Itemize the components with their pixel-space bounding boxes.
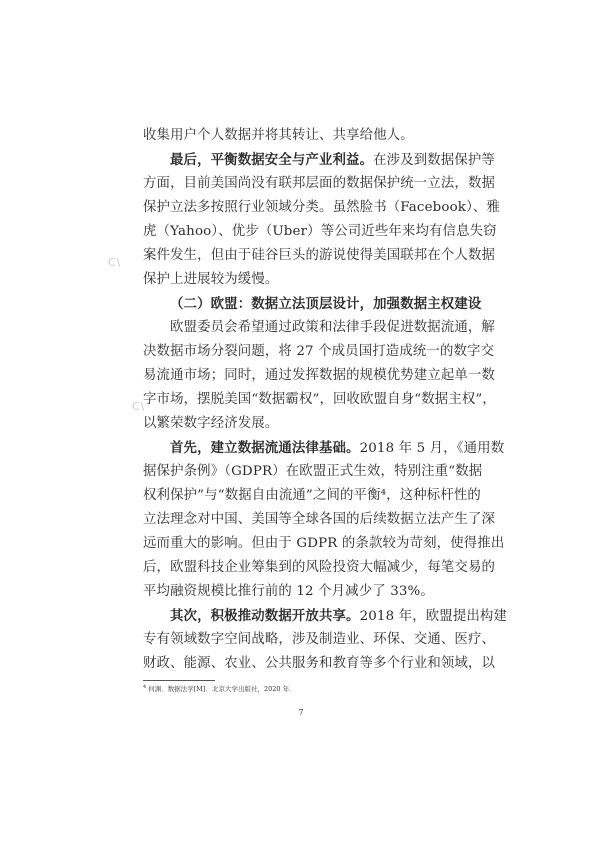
section-heading: （二）欧盟：数据立法顶层设计，加强数据主权建设 bbox=[170, 296, 482, 312]
paragraph-line: 远而重大的影响。但由于 GDPR 的条款较为苛刻，使得推出 bbox=[143, 536, 505, 551]
page-number: 7 bbox=[298, 708, 304, 717]
paragraph-line: 据保护条例》（GDPR）在欧盟正式生效，特别注重“数据 bbox=[143, 464, 483, 479]
paragraph-line: 易流通市场；同时，通过发挥数据的规模优势建立起单一数 bbox=[143, 368, 496, 383]
paragraph-line: 虎（Yahoo）、优步（Uber）等公司近些年来均有信息失窃 bbox=[143, 224, 497, 239]
paragraph-line: 方面，目前美国尚没有联邦层面的数据保护统一立法，数据 bbox=[143, 176, 496, 191]
paragraph-line: 以繁荣数字经济发展。 bbox=[143, 416, 279, 431]
paragraph-line: 权利保护”与“数据自由流通”之间的平衡⁴，这种标杆性的 bbox=[143, 488, 481, 503]
paragraph-text: 2018 年，欧盟提出构建 bbox=[359, 609, 507, 624]
paragraph-line bbox=[170, 440, 505, 457]
paragraph-line: 保护上进展较为缓慢。 bbox=[143, 272, 279, 287]
paragraph-line bbox=[170, 152, 495, 169]
footnote-marker: 4 bbox=[143, 684, 147, 690]
paragraph-lead: 首先，建立数据流通法律基础。 bbox=[170, 440, 360, 456]
paragraph-line: 字市场，摆脱美国“数据霸权”，回收欧盟自身“数据主权”， bbox=[143, 392, 496, 407]
footnote-text: 何渊．数据法学[M]．北京大学出版社，2020 年． bbox=[148, 685, 296, 694]
paragraph-line: 保护立法多按照行业领域分类。虽然脸书（Facebook）、雅 bbox=[143, 200, 500, 215]
paragraph-line: 决数据市场分裂问题，将 27 个成员国打造成统一的数字交 bbox=[143, 344, 495, 359]
footnote bbox=[143, 683, 296, 694]
paragraph-line: 收集用户个人数据并将其转让、共享给他人。 bbox=[143, 128, 414, 143]
paragraph-line: 立法理念对中国、美国等全球各国的后续数据立法产生了深 bbox=[143, 512, 496, 527]
footnote-divider bbox=[143, 680, 215, 681]
paragraph-line: 平均融资规模比推行前的 12 个月减少了 33%。 bbox=[143, 584, 434, 599]
paragraph-line: 欧盟委员会希望通过政策和法律手段促进数据流通，解 bbox=[170, 320, 495, 335]
watermark-mark: C\ bbox=[132, 400, 146, 413]
paragraph-line bbox=[170, 608, 507, 625]
paragraph-lead: 其次，积极推动数据开放共享。 bbox=[170, 608, 360, 624]
paragraph-text: 2018 年 5 月，《通用数 bbox=[359, 441, 505, 456]
paragraph-line: 后，欧盟科技企业筹集到的风险投资大幅减少，每笔交易的 bbox=[143, 560, 496, 575]
watermark-mark: C\ bbox=[108, 256, 122, 269]
paragraph-line: 案件发生，但由于硅谷巨头的游说使得美国联邦在个人数据 bbox=[143, 248, 496, 263]
paragraph-line: 财政、能源、农业、公共服务和教育等多个行业和领域，以 bbox=[143, 656, 496, 671]
paragraph-lead: 最后，平衡数据安全与产业利益。 bbox=[170, 152, 374, 168]
paragraph-line: 专有领域数字空间战略，涉及制造业、环保、交通、医疗、 bbox=[143, 632, 496, 647]
paragraph-text: 在涉及到数据保护等 bbox=[373, 153, 495, 168]
